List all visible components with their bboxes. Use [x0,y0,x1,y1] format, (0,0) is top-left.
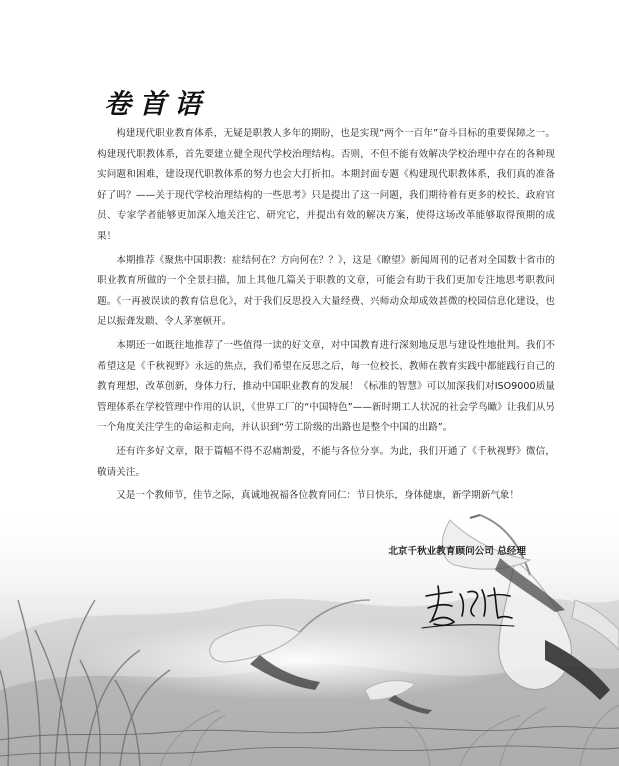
paragraph: 本期推荐《聚焦中国职教：症结何在？方向何在？？》，这是《瞭望》新闻周刊的记者对全国数十省市的职业教育所做的一个全景扫描，加上其他几篇关于职教的文章，可能会有助于我们更加专注地思考职教问题。《一再被误读的教育信息化》，对于我们反思投入大量经费、兴师动众却成效甚微的校园信息化建设，也足以振聋发聩、令人茅塞顿开。 [97,254,555,328]
preface-body [97,124,555,510]
paragraph: 还有许多好文章，限于篇幅不得不忍痛割爱，不能与各位分享。为此，我们开通了《千秋视野》微信，敬请关注。 [97,445,555,478]
page-title: 卷首语 [104,89,209,120]
paragraph: 本期还一如既往地推荐了一些值得一读的好文章，对中国教育进行深刻地反思与建设性地批判。我们不希望这是《千秋视野》永远的焦点，我们希望在反思之后，每一位校长、教师在教育实践中都能践行自己的教育理想，改革创新，身体力行，推动中国职业教育的发展！《标准的智慧》可以加深我们对ISO9000质量管理体系在学校管理中作用的认识，《世界工厂的“中国特色”——新时期工人状况的社会学鸟瞰》让我们从另一个角度关注学生的命运和走向，并认识到“劳工阶级的出路也是整个中国的出路”。 [97,339,555,434]
paragraph: 构建现代职业教育体系，无疑是职教人多年的期盼，也是实现“两个一百年”奋斗目标的重要保障之一。构建现代职教体系，首先要建立健全现代学校治理结构。否则，不但不能有效解决学校治理中存在的各种现实问题和困难，建设现代职教体系的努力也会大打折扣。本期封面专题《构建现代职教体系，我们真的准备好了吗？——关于现代学校治理结构的一些思考》只是提出了这一问题，我们期待着有更多的校长、政府官员、专家学者能够更加深入地关注它、研究它，并提出有效的解决方案，使得这场改革能够取得预期的成果！ [97,128,555,242]
author-signoff: 北京千秋业教育顾问公司 总经理 [388,546,526,557]
paragraph: 又是一个教师节，佳节之际，真诚地祝福各位教育同仁：节日快乐，身体健康，新学期新气象！ [116,490,520,502]
handwritten-signature [418,582,518,632]
